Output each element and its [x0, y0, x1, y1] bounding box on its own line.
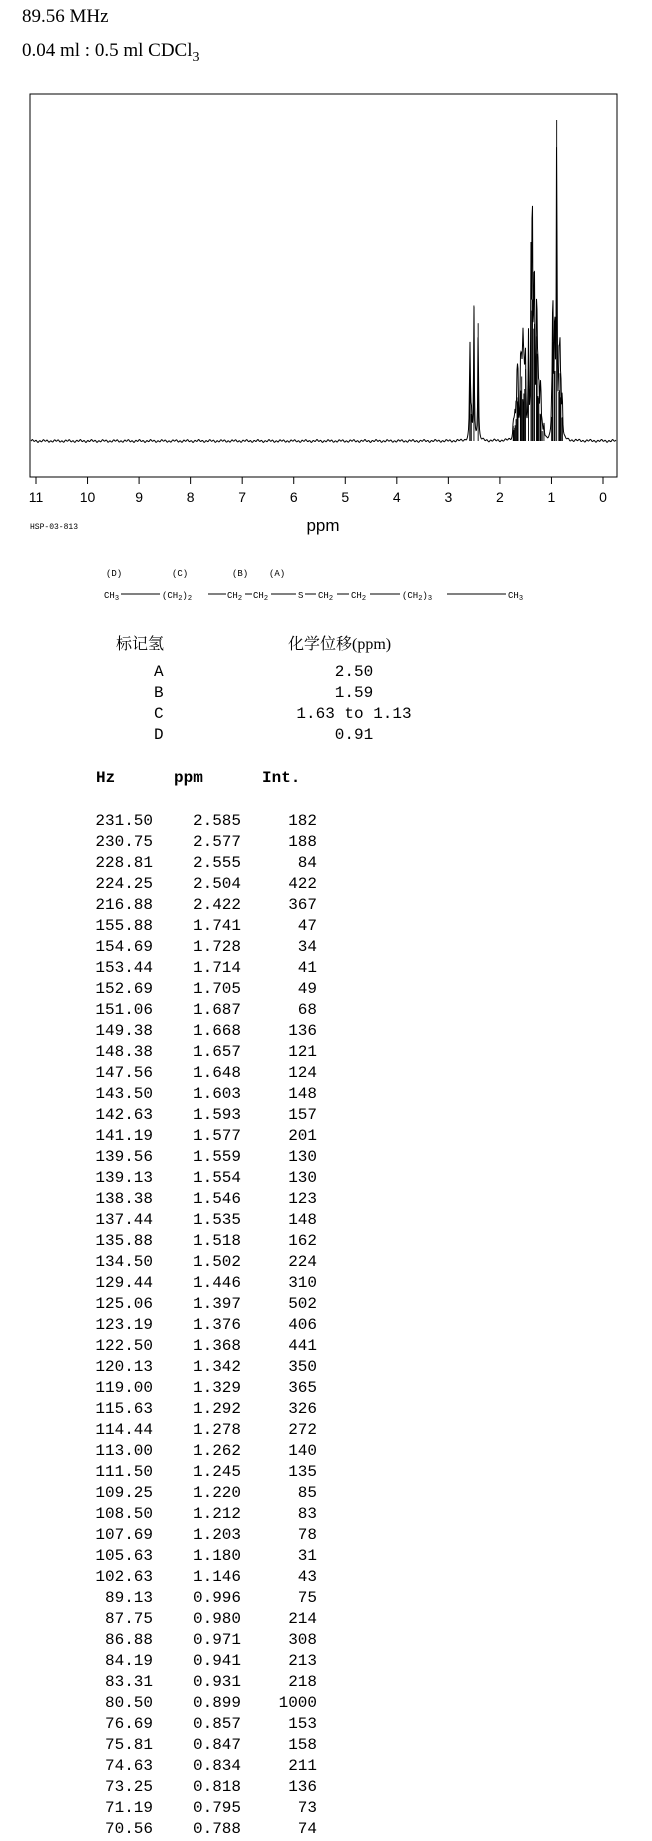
peak-ppm: 1.397: [192, 1295, 241, 1313]
peak-intensity: 148: [288, 1085, 317, 1103]
peak-intensity: 441: [288, 1337, 317, 1355]
table-row: [76, 1799, 336, 1820]
peak-hz: 137.44: [95, 1211, 153, 1229]
peak-hz: 151.06: [95, 1001, 153, 1019]
table-row: [76, 1232, 336, 1253]
peak-ppm: 1.146: [192, 1568, 241, 1586]
peak-intensity: 31: [297, 1547, 317, 1565]
plot-frame: [30, 94, 617, 477]
peak-ppm: 1.203: [192, 1526, 241, 1544]
peak-ppm: 0.857: [192, 1715, 241, 1733]
peak-hz: 139.13: [95, 1169, 153, 1187]
peak-intensity: 43: [297, 1568, 317, 1586]
table-row: [76, 1001, 336, 1022]
peak-ppm: 1.502: [192, 1253, 241, 1271]
peak-ppm: 0.980: [192, 1610, 241, 1628]
x-tick-label: 5: [341, 489, 350, 505]
peak-hz: 125.06: [95, 1295, 153, 1313]
table-row: [76, 1505, 336, 1526]
peak-hz: 70.56: [104, 1820, 153, 1838]
assignment-shift: 1.59: [334, 684, 374, 702]
peak-intensity: 365: [288, 1379, 317, 1397]
peak-hz: 84.19: [104, 1652, 153, 1670]
peak-ppm: 0.931: [192, 1673, 241, 1691]
peak-intensity: 68: [297, 1001, 317, 1019]
peak-hz: 153.44: [95, 959, 153, 977]
peak-hz: 138.38: [95, 1190, 153, 1208]
table-row: [76, 1673, 336, 1694]
group-ch2-b2: $CH_2$: [351, 591, 367, 603]
peak-intensity: 502: [288, 1295, 317, 1313]
table-row: [76, 1526, 336, 1547]
table-row: [76, 875, 336, 896]
table-row: [76, 1757, 336, 1778]
peak-hz: 113.00: [95, 1442, 153, 1460]
table-row: [76, 1274, 336, 1295]
peak-intensity: 310: [288, 1274, 317, 1292]
peak-ppm: 1.687: [192, 1001, 241, 1019]
peak-hz: 142.63: [95, 1106, 153, 1124]
peak-intensity: 367: [288, 896, 317, 914]
x-tick-label: 10: [79, 489, 96, 505]
peak-hz: 224.25: [95, 875, 153, 893]
peak-hz: 228.81: [95, 854, 153, 872]
table-row: [76, 917, 336, 938]
header-int: Int.: [262, 769, 301, 787]
peak-ppm: 1.220: [192, 1484, 241, 1502]
peak-hz: 129.44: [95, 1274, 153, 1292]
assignment-label: B: [154, 684, 164, 702]
peak-hz: 80.50: [104, 1694, 153, 1712]
peak-ppm: 1.212: [192, 1505, 241, 1523]
table-row: [76, 1148, 336, 1169]
peak-table: [76, 812, 336, 1841]
table-row: [76, 1400, 336, 1421]
peak-hz: 155.88: [95, 917, 153, 935]
peak-hz: 135.88: [95, 1232, 153, 1250]
peak-ppm: 2.585: [192, 812, 241, 830]
peak-ppm: 1.554: [192, 1169, 241, 1187]
peak-hz: 83.31: [104, 1673, 153, 1691]
table-row: [76, 1085, 336, 1106]
x-axis-ticks: [29, 477, 607, 505]
peak-intensity: 49: [297, 980, 317, 998]
peak-ppm: 1.180: [192, 1547, 241, 1565]
group-ch2-c2: $(CH_2)_3$: [402, 591, 433, 603]
peak-intensity: 1000: [278, 1694, 317, 1712]
x-tick-label: 7: [238, 489, 247, 505]
table-row: [76, 854, 336, 875]
peak-intensity: 153: [288, 1715, 317, 1733]
peak-ppm: 1.342: [192, 1358, 241, 1376]
table-row: [76, 938, 336, 959]
x-tick-label: 4: [392, 489, 401, 505]
x-tick-label: 3: [444, 489, 453, 505]
peak-intensity: 213: [288, 1652, 317, 1670]
peak-intensity: 85: [297, 1484, 317, 1502]
x-tick-label: 2: [496, 489, 504, 505]
x-tick-label: 11: [28, 489, 44, 505]
table-row: [76, 1547, 336, 1568]
peak-intensity: 121: [288, 1043, 317, 1061]
table-row: [76, 1778, 336, 1799]
table-row: [76, 1022, 336, 1043]
peak-intensity: 135: [288, 1463, 317, 1481]
peak-ppm: 0.996: [192, 1589, 241, 1607]
peak-ppm: 0.941: [192, 1652, 241, 1670]
x-tick-label: 8: [186, 489, 195, 505]
peak-intensity: 214: [288, 1610, 317, 1628]
peak-ppm: 1.728: [192, 938, 241, 956]
table-row: [76, 1442, 336, 1463]
peak-hz: 149.38: [95, 1022, 153, 1040]
peak-ppm: 2.504: [192, 875, 241, 893]
peak-hz: 71.19: [104, 1799, 153, 1817]
table-row: [76, 1358, 336, 1379]
peak-ppm: 0.818: [192, 1778, 241, 1796]
assignment-label: A: [154, 663, 164, 681]
peak-intensity: 158: [288, 1736, 317, 1754]
peak-hz: 147.56: [95, 1064, 153, 1082]
group-ch3-d2: $CH_3$: [508, 591, 524, 603]
table-row: [76, 1064, 336, 1085]
table-row: [76, 980, 336, 1001]
peak-intensity: 136: [288, 1022, 317, 1040]
peak-ppm: 1.278: [192, 1421, 241, 1439]
table-row: [76, 1337, 336, 1358]
table-row: [76, 1610, 336, 1631]
assignment-header-shift: 化学位移(ppm): [288, 636, 392, 653]
assignment-label: C: [154, 705, 164, 723]
table-row: [76, 896, 336, 917]
peak-lines: [470, 120, 563, 441]
table-row: [76, 1568, 336, 1589]
peak-ppm: 1.245: [192, 1463, 241, 1481]
peak-intensity: 124: [288, 1064, 317, 1082]
x-tick-label: 1: [547, 489, 556, 505]
group-ch2-a: $CH_2$: [253, 591, 269, 603]
peak-ppm: 1.741: [192, 917, 241, 935]
sample-subscript: 3: [192, 49, 200, 65]
table-row: [76, 1169, 336, 1190]
peak-ppm: 2.555: [192, 854, 241, 872]
peak-intensity: 73: [297, 1799, 317, 1817]
peak-intensity: 218: [288, 1673, 317, 1691]
peak-intensity: 83: [297, 1505, 317, 1523]
peak-hz: 73.25: [104, 1778, 153, 1796]
x-tick-label: 0: [599, 489, 607, 505]
peak-ppm: 1.603: [192, 1085, 241, 1103]
assignment-label: D: [154, 726, 164, 744]
peak-ppm: 2.422: [192, 896, 241, 914]
table-row: [76, 959, 336, 980]
table-row: [76, 1694, 336, 1715]
peak-ppm: 1.292: [192, 1400, 241, 1418]
peak-intensity: 47: [297, 917, 317, 935]
peak-intensity: 422: [288, 875, 317, 893]
table-row: [76, 1211, 336, 1232]
peak-hz: 102.63: [95, 1568, 153, 1586]
peak-hz: 87.75: [104, 1610, 153, 1628]
table-row: [76, 1106, 336, 1127]
x-axis-label: ppm: [306, 516, 340, 535]
peak-ppm: 1.518: [192, 1232, 241, 1250]
peak-intensity: 136: [288, 1778, 317, 1796]
table-row: [76, 1316, 336, 1337]
peak-intensity: 148: [288, 1211, 317, 1229]
peak-ppm: 1.577: [192, 1127, 241, 1145]
peak-hz: 76.69: [104, 1715, 153, 1733]
peak-intensity: 78: [297, 1526, 317, 1544]
peak-ppm: 1.648: [192, 1064, 241, 1082]
peak-ppm: 1.535: [192, 1211, 241, 1229]
label-d: (D): [106, 569, 123, 579]
peak-hz: 89.13: [104, 1589, 153, 1607]
label-b: (B): [232, 569, 249, 579]
peak-intensity: 308: [288, 1631, 317, 1649]
assignment-shift: 1.63 to 1.13: [296, 705, 412, 723]
label-c: (C): [172, 569, 189, 579]
peak-hz: 216.88: [95, 896, 153, 914]
table-row: [76, 1421, 336, 1442]
group-ch2-b: $CH_2$: [227, 591, 243, 603]
peak-hz: 154.69: [95, 938, 153, 956]
group-ch3-d: $CH_3$: [104, 591, 120, 603]
peak-ppm: 1.368: [192, 1337, 241, 1355]
table-row: [76, 1190, 336, 1211]
peak-hz: 152.69: [95, 980, 153, 998]
peak-ppm: 1.559: [192, 1148, 241, 1166]
peak-intensity: 130: [288, 1169, 317, 1187]
table-row: [76, 1715, 336, 1736]
peak-hz: 114.44: [95, 1421, 153, 1439]
peak-intensity: 272: [288, 1421, 317, 1439]
peak-intensity: 326: [288, 1400, 317, 1418]
peak-intensity: 157: [288, 1106, 317, 1124]
peak-intensity: 188: [288, 833, 317, 851]
peak-hz: 86.88: [104, 1631, 153, 1649]
table-row: [76, 1820, 336, 1841]
peak-intensity: 140: [288, 1442, 317, 1460]
peak-intensity: 75: [297, 1589, 317, 1607]
spectrometer-frequency: 89.56 MHz: [22, 6, 109, 27]
peak-intensity: 162: [288, 1232, 317, 1250]
atom-s: S: [298, 591, 304, 601]
group-ch2-c: $(CH_2)_2$: [162, 591, 193, 603]
table-row: [76, 1589, 336, 1610]
peak-ppm: 0.847: [192, 1736, 241, 1754]
peak-ppm: 1.446: [192, 1274, 241, 1292]
peak-hz: 231.50: [95, 812, 153, 830]
table-row: [76, 833, 336, 854]
peak-ppm: 1.668: [192, 1022, 241, 1040]
peak-intensity: 224: [288, 1253, 317, 1271]
table-row: [76, 812, 336, 833]
peak-ppm: 0.971: [192, 1631, 241, 1649]
table-row: [76, 1295, 336, 1316]
peak-intensity: 130: [288, 1148, 317, 1166]
peak-ppm: 1.593: [192, 1106, 241, 1124]
table-row: [76, 1253, 336, 1274]
peak-hz: 109.25: [95, 1484, 153, 1502]
x-tick-label: 9: [135, 489, 143, 505]
spectrum-code: HSP-03-813: [30, 523, 79, 532]
peak-intensity: 211: [288, 1757, 317, 1775]
table-row: [76, 1484, 336, 1505]
peak-hz: 120.13: [95, 1358, 153, 1376]
peak-hz: 119.00: [95, 1379, 153, 1397]
peak-intensity: 123: [288, 1190, 317, 1208]
peak-hz: 107.69: [95, 1526, 153, 1544]
peak-hz: 115.63: [95, 1400, 153, 1418]
header-hz: Hz: [96, 769, 116, 787]
peak-hz: 230.75: [95, 833, 153, 851]
peak-intensity: 350: [288, 1358, 317, 1376]
peak-ppm: 1.376: [192, 1316, 241, 1334]
peak-intensity: 406: [288, 1316, 317, 1334]
table-row: [76, 1127, 336, 1148]
peak-hz: 143.50: [95, 1085, 153, 1103]
peak-ppm: 1.546: [192, 1190, 241, 1208]
assignment-shift: 2.50: [334, 663, 374, 681]
peak-ppm: 0.899: [192, 1694, 241, 1712]
peak-intensity: 74: [297, 1820, 317, 1838]
peak-ppm: 1.262: [192, 1442, 241, 1460]
table-row: [76, 1631, 336, 1652]
peak-intensity: 34: [297, 938, 317, 956]
peak-intensity: 84: [297, 854, 317, 872]
table-row: [76, 1736, 336, 1757]
table-row: [76, 1043, 336, 1064]
header-ppm: ppm: [174, 769, 203, 787]
peak-hz: 122.50: [95, 1337, 153, 1355]
peak-ppm: 0.834: [192, 1757, 241, 1775]
table-row: [76, 1652, 336, 1673]
peak-hz: 141.19: [95, 1127, 153, 1145]
peak-ppm: 0.795: [192, 1799, 241, 1817]
peak-ppm: 1.657: [192, 1043, 241, 1061]
peak-ppm: 1.705: [192, 980, 241, 998]
group-ch2-a2: $CH_2$: [318, 591, 334, 603]
peak-intensity: 201: [288, 1127, 317, 1145]
peak-ppm: 1.714: [192, 959, 241, 977]
x-tick-label: 6: [289, 489, 298, 505]
peak-intensity: 182: [288, 812, 317, 830]
label-a: (A): [269, 569, 286, 579]
peak-hz: 148.38: [95, 1043, 153, 1061]
peak-ppm: 1.329: [192, 1379, 241, 1397]
peak-intensity: 41: [297, 959, 317, 977]
peak-hz: 75.81: [104, 1736, 153, 1754]
peak-hz: 74.63: [104, 1757, 153, 1775]
peak-hz: 123.19: [95, 1316, 153, 1334]
peak-hz: 108.50: [95, 1505, 153, 1523]
peak-hz: 105.63: [95, 1547, 153, 1565]
peak-hz: 111.50: [95, 1463, 153, 1481]
peak-ppm: 2.577: [192, 833, 241, 851]
peak-ppm: 0.788: [192, 1820, 241, 1838]
structure-diagram: [104, 569, 523, 603]
assignment-header-label: 标记氢: [116, 636, 165, 653]
peak-hz: 139.56: [95, 1148, 153, 1166]
table-row: [76, 1379, 336, 1400]
table-row: [76, 1463, 336, 1484]
assignment-shift: 0.91: [334, 726, 374, 744]
sample-text: 0.04 ml : 0.5 ml CDCl: [22, 40, 193, 61]
peak-hz: 134.50: [95, 1253, 153, 1271]
